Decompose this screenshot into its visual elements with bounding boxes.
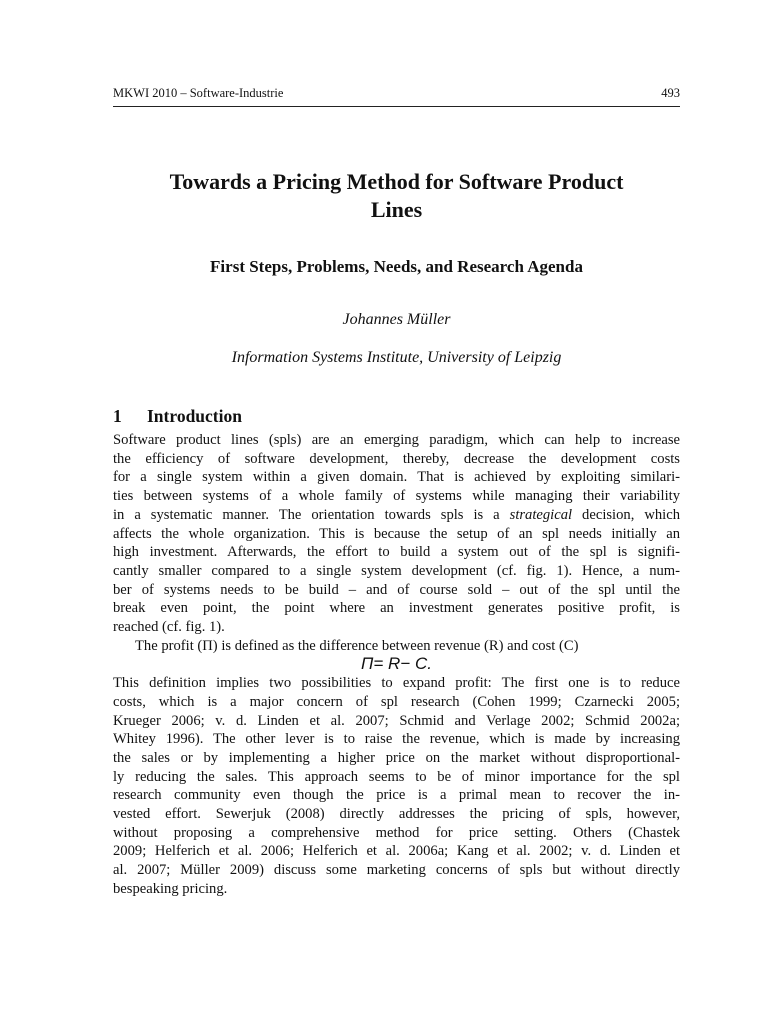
paper-title xyxy=(113,168,680,224)
text-line: al. 2007; Müller 2009) discuss some marketing concerns of spls but without directly xyxy=(113,862,680,879)
text-line xyxy=(113,506,680,525)
text-line: for a single system within a given domain. That is achieved by exploiting similari- xyxy=(113,469,680,486)
text-line: ly reducing the sales. This approach seems to be of minor importance for the spl xyxy=(113,768,680,785)
text-line: research community even though the price is a primal mean to recover the in- xyxy=(113,787,680,804)
text-line: the efficiency of software development, thereby, decrease the development costs xyxy=(113,450,680,467)
formula: Π= R− C. xyxy=(361,654,432,674)
paper-subtitle: First Steps, Problems, Needs, and Research Agenda xyxy=(210,257,583,276)
text-line: bespeaking pricing. xyxy=(113,880,228,897)
author: Johannes Müller xyxy=(342,311,451,328)
text-span: in a systematic manner. The orientation towards spls is a xyxy=(113,506,510,523)
text-line: ties between systems of a whole family of systems while managing their variability xyxy=(113,488,680,505)
text-line: affects the whole organization. This is because the setup of an spl needs initially an xyxy=(113,525,680,542)
text-line: cantly smaller compared to a single system development (cf. fig. 1). Hence, a num- xyxy=(113,562,680,579)
section-title: Introduction xyxy=(147,406,242,426)
section-number: 1 xyxy=(113,406,122,426)
running-header xyxy=(113,86,680,101)
text-line: the sales or by implementing a higher price on the market without disproportional- xyxy=(113,749,680,766)
text-line: costs, which is a major concern of spl research (Cohen 1999; Czarnecki 2005; xyxy=(113,693,680,710)
body-text xyxy=(113,431,680,899)
text-line: This definition implies two possibilities to expand profit: The first one is to reduce xyxy=(113,675,680,692)
affiliation: Information Systems Institute, University of Leipzig xyxy=(231,349,562,366)
text-line: Software product lines (spls) are an emerging paradigm, which can help to increase xyxy=(113,432,680,448)
page-number: 493 xyxy=(661,86,680,100)
text-line: Krueger 2006; v. d. Linden et al. 2007; Schmid and Verlage 2002; Schmid 2002a; xyxy=(113,712,680,729)
text-line: reached (cf. fig. 1). xyxy=(113,619,225,636)
title-line: Towards a Pricing Method for Software Product xyxy=(169,169,624,194)
section-heading xyxy=(113,406,242,427)
text-line: The profit (Π) is defined as the difference between revenue (R) and cost (C) xyxy=(135,637,579,654)
text-span: decision, which xyxy=(572,506,680,523)
text-line: high investment. Afterwards, the effort to build a system out of the spl is signifi- xyxy=(113,544,680,561)
text-line: ber of systems needs to be build – and of course sold – out of the spl until the xyxy=(113,581,680,598)
text-line: without proposing a comprehensive method for price setting. Others (Chastek xyxy=(113,824,680,841)
text-line: vested effort. Sewerjuk (2008) directly addresses the pricing of spls, however, xyxy=(113,806,680,823)
emphasis: strategical xyxy=(509,506,573,523)
running-title: MKWI 2010 – Software-Industrie xyxy=(113,86,284,100)
text-line: Whitey 1996). The other lever is to raise the revenue, which is made by increasing xyxy=(113,731,680,748)
header-rule xyxy=(113,106,680,107)
text-line: break even point, the point where an investment generates positive profit, is xyxy=(113,600,680,617)
title-line: Lines xyxy=(370,197,423,222)
text-line: 2009; Helferich et al. 2006; Helferich et al. 2006a; Kang et al. 2002; v. d. Linden et xyxy=(113,843,680,860)
